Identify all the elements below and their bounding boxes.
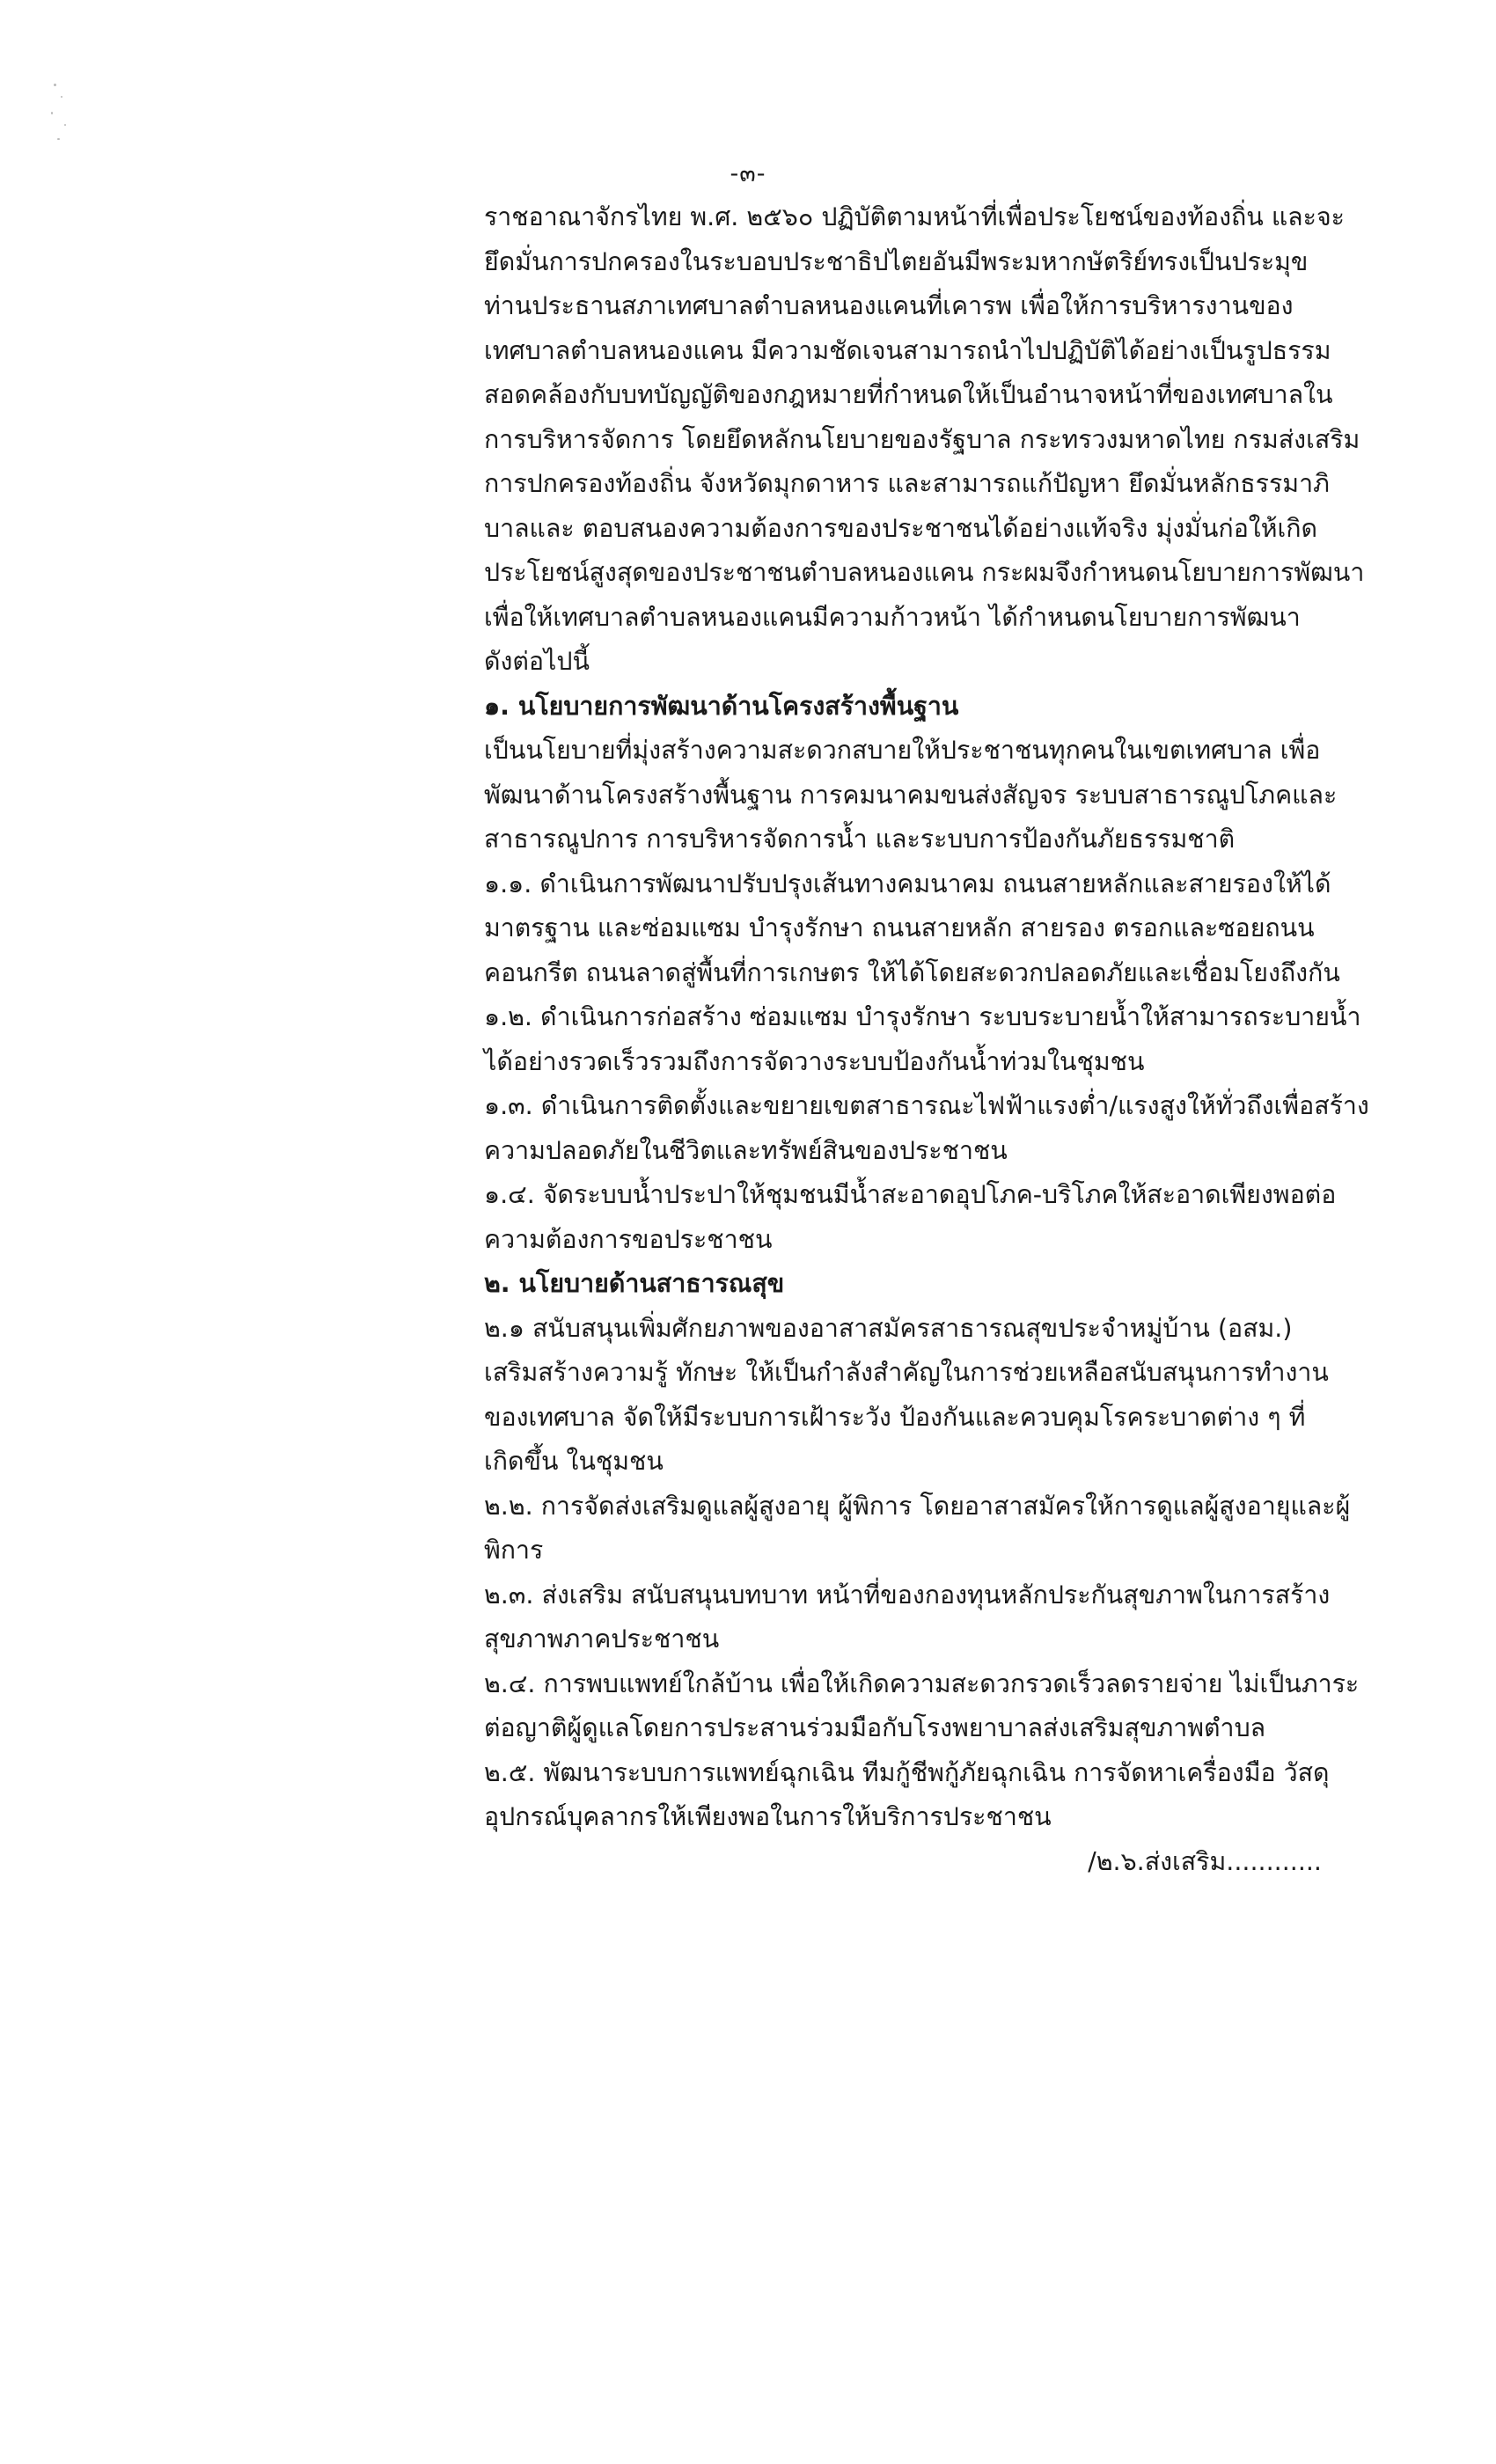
document-body [484, 195, 1369, 1884]
text-line: ๑.๓. ดำเนินการติดตั้งและขยายเขตสาธารณะไฟฟ้าแรงต่ำ/แรงสูงให้ทั่วถึงเพื่อสร้าง [484, 1091, 1369, 1120]
text-line: พัฒนาด้านโครงสร้างพื้นฐาน การคมนาคมขนส่งสัญจร ระบบสาธารณูปโภคและ [484, 780, 1338, 810]
section-heading: ๑. นโยบายการพัฒนาด้านโครงสร้างพื้นฐาน [484, 691, 959, 721]
text-line: เกิดขึ้น ในชุมชน [484, 1447, 664, 1476]
text-line: ๒.๓. ส่งเสริม สนับสนุนบทบาท หน้าที่ของกองทุนหลักประกันสุขภาพในการสร้าง [484, 1580, 1331, 1610]
text-line: เพื่อให้เทศบาลตำบลหนองแคนมีความก้าวหน้า ได้กำหนดนโยบายการพัฒนา [484, 602, 1301, 632]
section-heading: ๒. นโยบายด้านสาธารณสุข [484, 1269, 785, 1298]
text-line: การปกครองท้องถิ่น จังหวัดมุกดาหาร และสามารถแก้ปัญหา ยึดมั่นหลักธรรมาภิ [484, 469, 1330, 498]
text-line: บาลและ ตอบสนองความต้องการของประชาชนได้อย่างแท้จริง มุ่งมั่นก่อให้เกิด [484, 513, 1318, 543]
page-number: -๓- [730, 160, 766, 187]
text-line: พิการ [484, 1536, 544, 1565]
text-line: ราชอาณาจักรไทย พ.ศ. ๒๕๖๐ ปฏิบัติตามหน้าที่เพื่อประโยชน์ของท้องถิ่น และจะ [484, 202, 1345, 231]
text-line: ๒.๔. การพบแพทย์ใกล้บ้าน เพื่อให้เกิดความสะดวกรวดเร็วลดรายจ่าย ไม่เป็นภาระ [484, 1668, 1360, 1698]
text-line: ประโยชน์สูงสุดของประชาชนตำบลหนองแคน กระผมจึงกำหนดนโยบายการพัฒนา [484, 558, 1365, 587]
text-line: ความต้องการขอประชาชน [484, 1224, 773, 1254]
text-line: ความปลอดภัยในชีวิตและทรัพย์สินของประชาชน [484, 1135, 1008, 1165]
text-line: สุขภาพภาคประชาชน [484, 1624, 720, 1654]
text-line: ๒.๒. การจัดส่งเสริมดูแลผู้สูงอายุ ผู้พิการ โดยอาสาสมัครให้การดูแลผู้สูงอายุและผู้ [484, 1491, 1351, 1521]
text-line: ๒.๕. พัฒนาระบบการแพทย์ฉุกเฉิน ทีมกู้ชีพกู้ภัยฉุกเฉิน การจัดหาเครื่องมือ วัสดุ [484, 1757, 1330, 1787]
text-line: เทศบาลตำบลหนองแคน มีความชัดเจนสามารถนำไปปฏิบัติได้อย่างเป็นรูปธรรม [484, 335, 1331, 365]
text-line: คอนกรีต ถนนลาดสู่พื้นที่การเกษตร ให้ได้โดยสะดวกปลอดภัยและเชื่อมโยงถึงกัน [484, 957, 1340, 987]
scan-speckle [48, 84, 75, 145]
text-line: มาตรฐาน และซ่อมแซม บำรุงรักษา ถนนสายหลัก สายรอง ตรอกและซอยถนน [484, 913, 1315, 942]
text-line: ของเทศบาล จัดให้มีระบบการเฝ้าระวัง ป้องกันและควบคุมโรคระบาดต่าง ๆ ที่ [484, 1402, 1306, 1432]
text-line: ท่านประธานสภาเทศบาลตำบลหนองแคนที่เคารพ เพื่อให้การบริหารงานของ [484, 291, 1294, 320]
text-line: ดังต่อไปนี้ [484, 647, 590, 676]
text-line: ๑.๑. ดำเนินการพัฒนาปรับปรุงเส้นทางคมนาคม ถนนสายหลักและสายรองให้ได้ [484, 869, 1331, 898]
text-line: สอดคล้องกับบทบัญญัติของกฎหมายที่กำหนดให้เป็นอำนาจหน้าที่ของเทศบาลใน [484, 380, 1333, 409]
text-line: สาธารณูปการ การบริหารจัดการน้ำ และระบบการป้องกันภัยธรรมชาติ [484, 825, 1236, 854]
continuation-note: /๒.๖.ส่งเสริม............ [1088, 1846, 1322, 1876]
text-line: อุปกรณ์บุคลากรให้เพียงพอในการให้บริการประชาชน [484, 1802, 1052, 1831]
text-line: ๒.๑ สนับสนุนเพิ่มศักยภาพของอาสาสมัครสาธารณสุขประจำหมู่บ้าน (อสม.) [484, 1313, 1293, 1343]
text-line: เสริมสร้างความรู้ ทักษะ ให้เป็นกำลังสำคัญในการช่วยเหลือสนับสนุนการทำงาน [484, 1358, 1329, 1387]
text-line: เป็นนโยบายที่มุ่งสร้างความสะดวกสบายให้ประชาชนทุกคนในเขตเทศบาล เพื่อ [484, 736, 1321, 765]
text-line: ต่อญาติผู้ดูแลโดยการประสานร่วมมือกับโรงพยาบาลส่งเสริมสุขภาพตำบล [484, 1713, 1266, 1742]
text-line: ได้อย่างรวดเร็วรวมถึงการจัดวางระบบป้องกันน้ำท่วมในชุมชน [484, 1046, 1145, 1076]
text-line: การบริหารจัดการ โดยยึดหลักนโยบายของรัฐบาล กระทรวงมหาดไทย กรมส่งเสริม [484, 424, 1360, 454]
text-line: ยึดมั่นการปกครองในระบอบประชาธิปไตยอันมีพระมหากษัตริย์ทรงเป็นประมุข [484, 246, 1309, 276]
text-line: ๑.๒. ดำเนินการก่อสร้าง ซ่อมแซม บำรุงรักษา ระบบระบายน้ำให้สามารถระบายน้ำ [484, 1002, 1361, 1031]
text-line: ๑.๔. จัดระบบน้ำประปาให้ชุมชนมีน้ำสะอาดอุปโภค-บริโภคให้สะอาดเพียงพอต่อ [484, 1180, 1337, 1209]
